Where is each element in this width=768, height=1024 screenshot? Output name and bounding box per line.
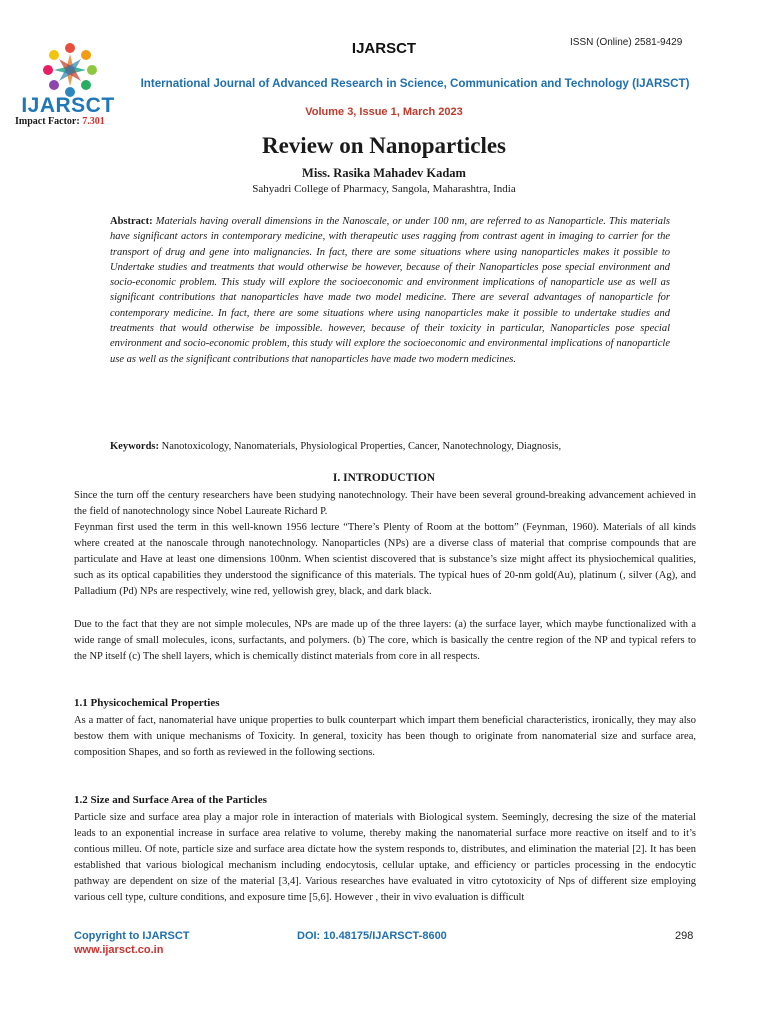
keywords-label: Keywords:	[110, 441, 159, 452]
impact-factor-value: 7.301	[82, 116, 105, 127]
footer-doi: DOI: 10.48175/IJARSCT-8600	[297, 930, 447, 942]
journal-name: International Journal of Advanced Research in Science, Communication and Technology (IJARSCT)	[140, 77, 690, 90]
page-number: 298	[675, 930, 694, 942]
abstract-text: Materials having overall dimensions in the Nanoscale, or under 100 nm, are referred to as Nanoparticle. This materials have significant actors in contemporary medicine, with therapeutic uses ragging from contrast agent in imaging to carrier for the transport of drug and gene into malignancies. In fact, there are some situations where using nanoparticles makes it possible to Undertake studies and treatments that would otherwise be however, because of their Nanoparticles pose special environment and socio-economic problem. This study will explore the socioeconomic and environment implications of nanoparticle use as well as significant contributions that nanoparticles have made two model medicine. There are several advantages of nanoparticle for contemporary medicine. In fact, there are some situations where using nanoparticles make it possible to undertake studies and treatments that would otherwise be impossible. however, because of their toxicity in particular, Nanoparticles pose special environment and socio-economic problem, this study will explore the socioeconomic and environmental implications of nanoparticle use as well as the significant contributions that nanoparticles have made two modern medicines.	[110, 216, 670, 365]
impact-factor-label: Impact Factor:	[15, 116, 83, 127]
paragraph-2: Feynman first used the term in this well-known 1956 lecture “There’s Plenty of Room at the bottom” (Feynman, 1960). Materials of all kinds where created at the nanoscale through nanotechnology. Nanoparticles (NPs) are a diverse class of material that comprise compounds that are particulate and Have at least one dimensions 100nm. When scientist discovered that is substance’s size might affect its physiochemical qualities, such as its optical capabilities they understood the significance of this materials. The typical hues of 20-nm gold(Au), platinum (, silver (Ag), and Palladium (Pd) NPs are respectively, wine red, yellowish grey, black, and dark black.	[74, 522, 696, 598]
keywords	[110, 441, 670, 452]
paragraph-3: Due to the fact that they are not simple molecules, NPs are made up of the three layers: (a) the surface layer, which maybe functionalized with a wide range of small molecules, icons, surfactants, and polymers. (b) The core, which is basically the centre region of the NP and typical refers to the NP itself (c) The shell layers, which is chemically distinct materials from core in all respects.	[74, 619, 696, 663]
author-name: Miss. Rasika Mahadev Kadam	[302, 166, 466, 180]
keywords-text: Nanotoxicology, Nanomaterials, Physiological Properties, Cancer, Nanotechnology, Diagnosis,	[159, 441, 562, 452]
paragraph-5: Particle size and surface area play a major role in interaction of materials with Biological system. Seemingly, decresing the size of the material leads to an exponential increase in surface area relative to volume, thereby making the nanomaterial surface more reactive on itself and to it’s contious milleu. Of note, particle size and surface area dictate how the system responds to, distributes, and elimination the material [2]. It has been established that various biological mechanism including endocytosis, cellular uptake, and efficiency or particles processing in the endocytic pathway are dependent on size of the material [3,4]. Various researches have evaluated in vitro cytotoxicity of Nps of different size employing various cell type, culture conditions, and exposure time [5,6]. However , their in vivo evaluation is difficult	[74, 812, 696, 904]
issn: ISSN (Online) 2581-9429	[570, 37, 683, 48]
abstract-label: Abstract:	[110, 216, 153, 227]
paper-title: Review on Nanoparticles	[261, 133, 507, 158]
paragraph-1: Since the turn off the century researchers have been studying nanotechnology. Their have been several ground-breaking advancement achieved in the field of nanotechnology since Nobel Laureate Richard P.	[74, 490, 696, 518]
logo-wordmark: IJARSCT	[21, 94, 115, 117]
affiliation: Sahyadri College of Pharmacy, Sangola, Maharashtra, India	[252, 183, 516, 195]
section-heading-introduction: I. INTRODUCTION	[332, 472, 436, 484]
footer-copyright: Copyright to IJARSCT	[74, 930, 190, 942]
subsection-heading-physicochemical: 1.1 Physicochemical Properties	[74, 697, 220, 709]
volume-issue: Volume 3, Issue 1, March 2023	[305, 106, 463, 118]
footer-url-link[interactable]: www.ijarsct.co.in	[74, 944, 164, 956]
abstract	[110, 214, 670, 367]
paragraph-4: As a matter of fact, nanomaterial have unique properties to bulk counterpart which impart them beneficial characteristics, ironically, they may also bestow them with unique mechanisms of Toxicity. In general, toxicity has been though to originate from nanomaterial size and surface area, composition Shapes, and so forth as reviewed in the following sections.	[74, 715, 696, 759]
journal-abbreviation: IJARSCT	[351, 40, 417, 57]
subsection-heading-size-surface: 1.2 Size and Surface Area of the Particles	[74, 794, 267, 806]
